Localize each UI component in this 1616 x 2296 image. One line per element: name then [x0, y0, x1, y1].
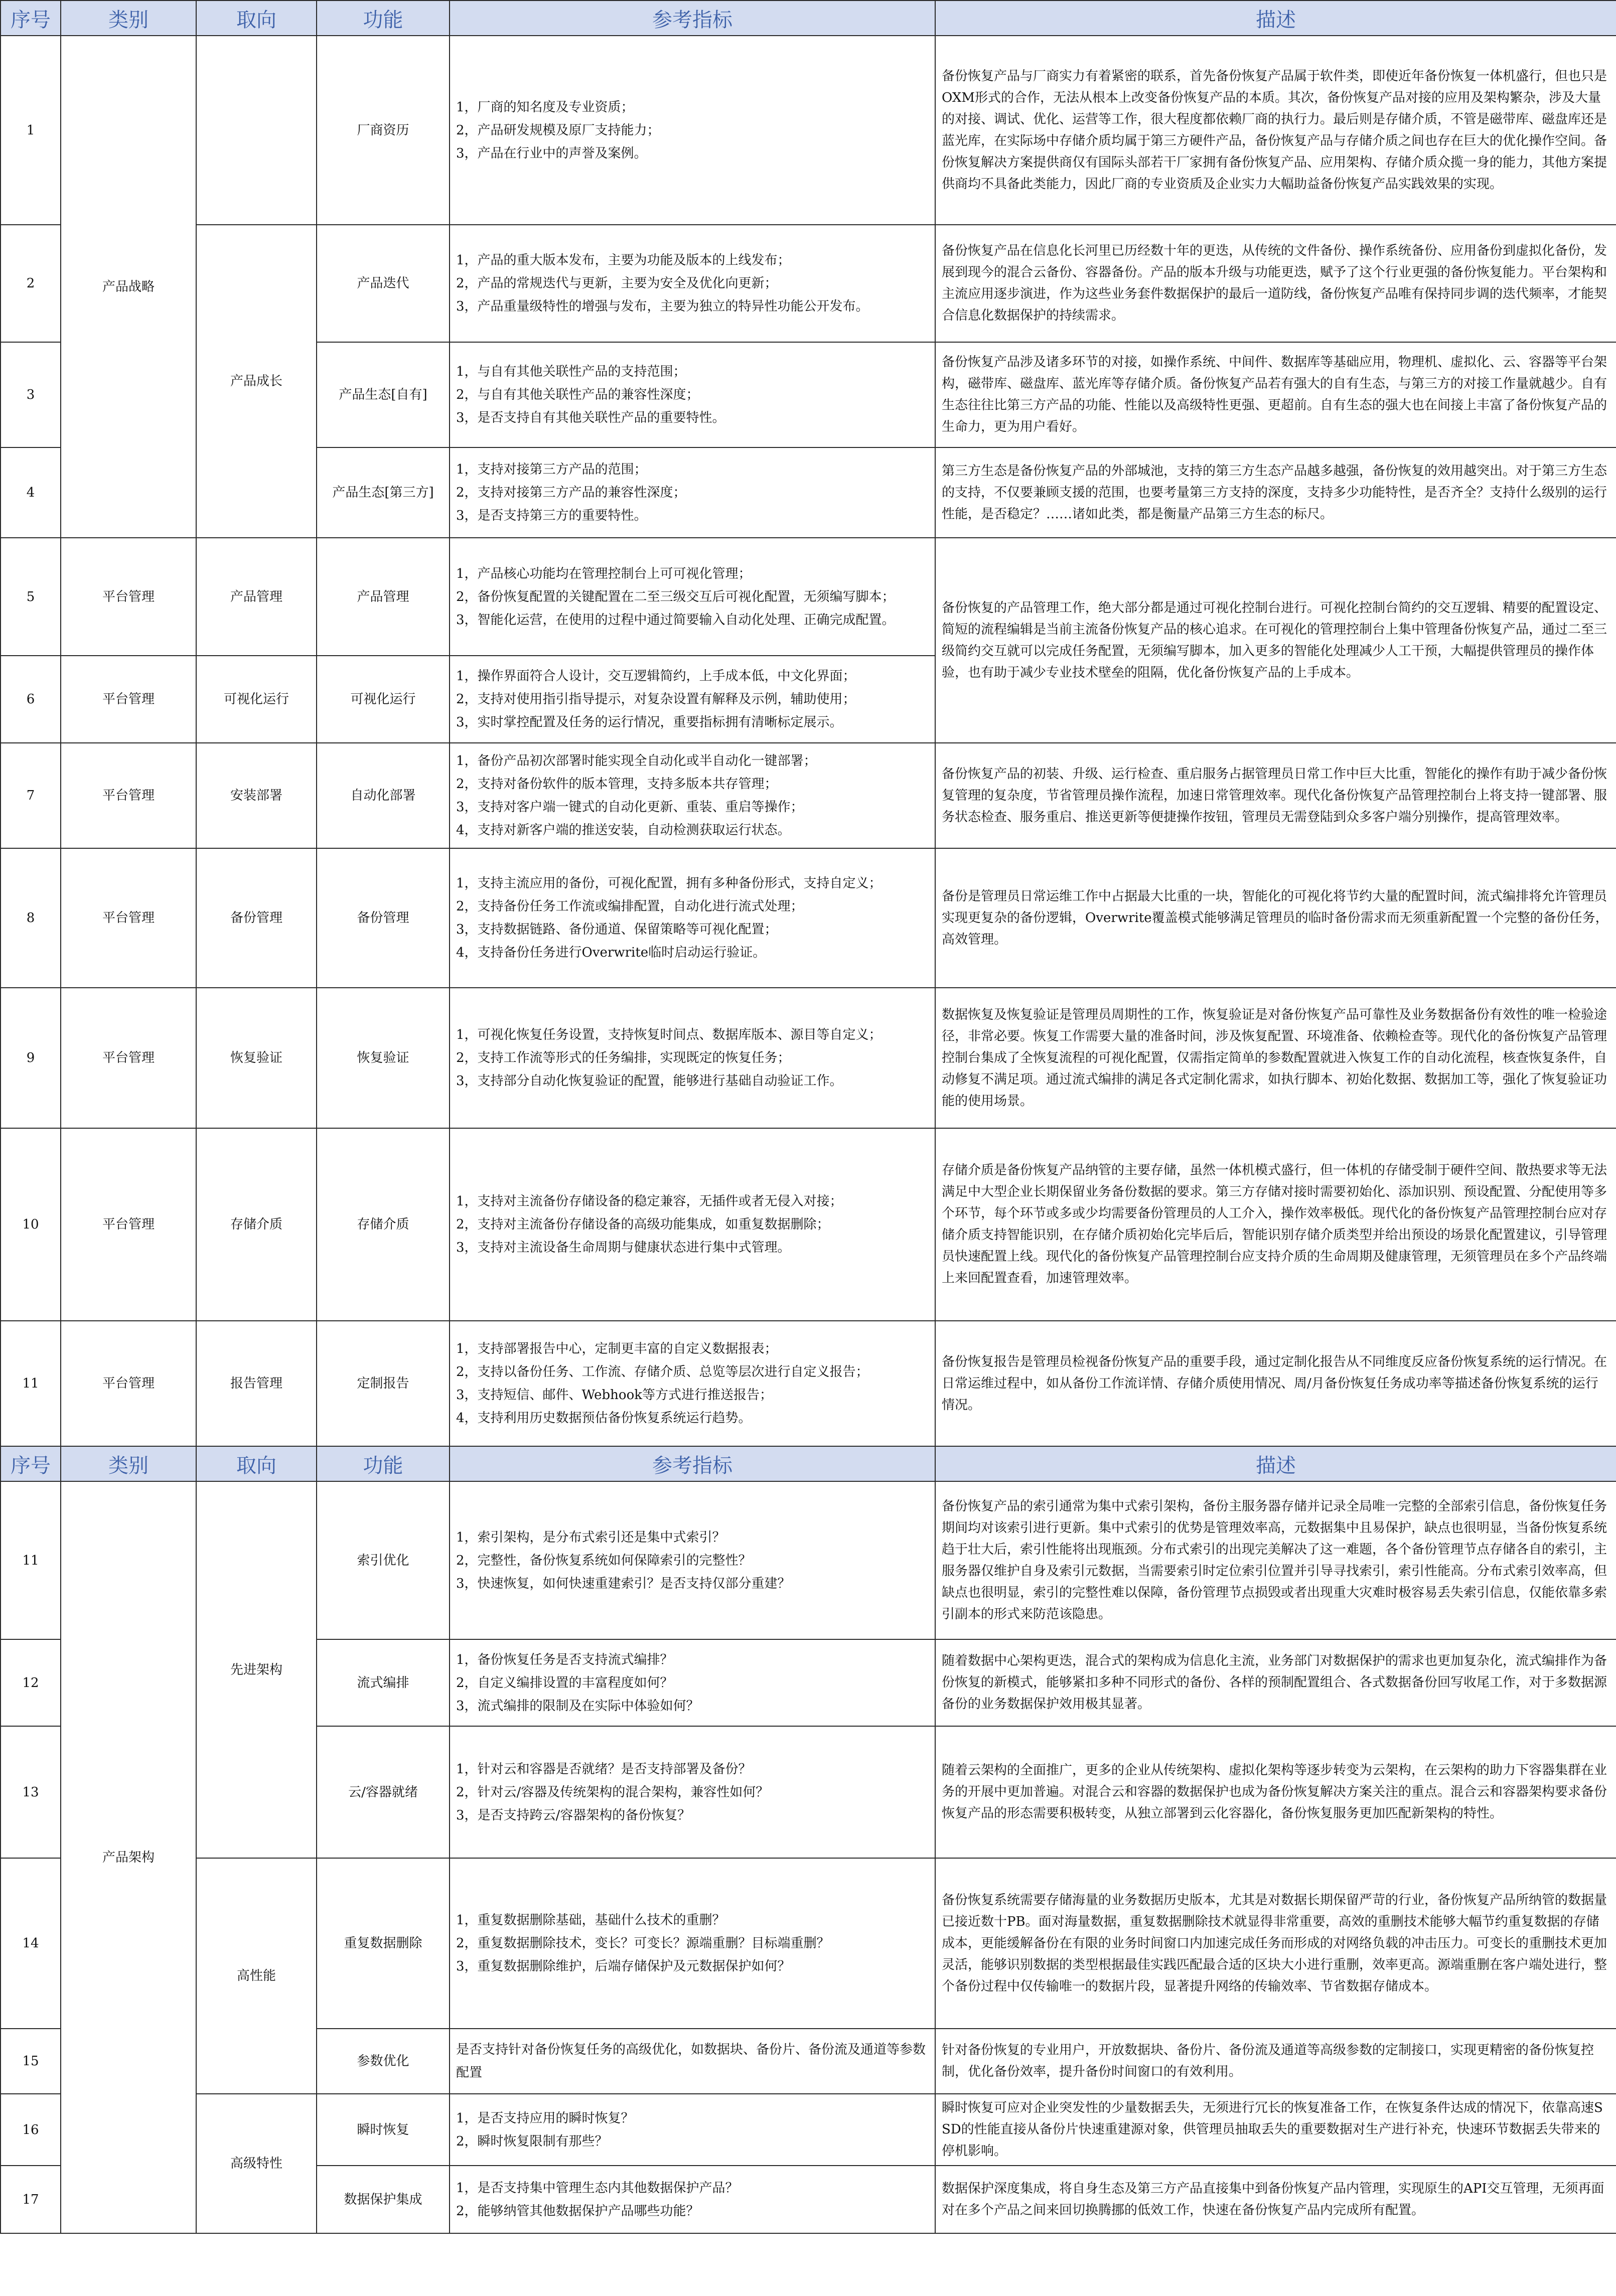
cell-orientation: 先进架构	[196, 1481, 317, 1858]
cell-indicator	[450, 2094, 935, 2166]
cell-seq: 3	[1, 342, 61, 447]
cell-function: 定制报告	[317, 1321, 450, 1446]
table-row	[1, 36, 1616, 225]
cell-orientation	[196, 36, 317, 225]
cell-function: 产品管理	[317, 538, 450, 656]
cell-category: 平台管理	[61, 656, 196, 743]
indicator-line: 3，是否支持自有其他关联性产品的重要特性。	[456, 410, 725, 425]
indicator-line: 3，是否支持第三方的重要特性。	[456, 508, 647, 523]
indicator-line: 1，备份产品初次部署时能实现全自动化或半自动化一键部署；	[456, 753, 817, 769]
cell-orientation: 产品成长	[196, 225, 317, 538]
indicator-line: 3，实时掌控配置及任务的运行情况，重要指标拥有清晰标定展示。	[456, 715, 843, 730]
cell-orientation: 备份管理	[196, 848, 317, 988]
indicator-line: 2，支持对主流备份存储设备的高级功能集成，如重复数据删除；	[456, 1217, 830, 1232]
indicator-line: 1，产品的重大版本发布，主要为功能及版本的上线发布；	[456, 253, 791, 268]
cell-description: 备份恢复产品的初装、升级、运行检查、重启服务占据管理员日常工作中巨大比重，智能化的操作有助于减少备份恢复管理的复杂度，节省管理员操作流程，加速日常管理效率。现代化备份恢复产品管理控制台上将支持一键部署、服务状态检查、服务重启、推送更新等便捷操作按钮，管理员无需登陆到众多客户端分别操作，提高管理效率。	[935, 743, 1616, 848]
indicator-line: 3，重复数据删除维护，后端存储保护及元数据保护如何？	[456, 1959, 791, 1974]
cell-seq: 13	[1, 1726, 61, 1858]
cell-orientation: 产品管理	[196, 538, 317, 656]
cell-function: 参数优化	[317, 2029, 450, 2094]
cell-seq: 4	[1, 447, 61, 538]
indicator-line: 2，支持对接第三方产品的兼容性深度；	[456, 485, 686, 500]
cell-indicator	[450, 1858, 935, 2029]
cell-orientation: 存储介质	[196, 1128, 317, 1321]
cell-function: 重复数据删除	[317, 1858, 450, 2029]
cell-function: 数据保护集成	[317, 2166, 450, 2233]
cell-seq: 2	[1, 225, 61, 342]
cell-function: 产品生态[自有]	[317, 342, 450, 447]
cell-seq: 10	[1, 1128, 61, 1321]
cell-description: 备份恢复产品在信息化长河里已历经数十年的更迭，从传统的文件备份、操作系统备份、应用备份到虚拟化备份，发展到现今的混合云备份、容器备份。产品的版本升级与功能更迭，赋予了这个行业更强的备份恢复能力。平台架构和主流应用逐步演进，作为这些业务套件数据保护的最后一道防线，备份恢复产品唯有保持同步调的迭代频率，才能契合信息化数据保护的持续需求。	[935, 225, 1616, 342]
header-description: 描述	[935, 1, 1616, 36]
cell-orientation: 高级特性	[196, 2094, 317, 2233]
table-row	[1, 1321, 1616, 1446]
header-function: 功能	[317, 1446, 450, 1481]
cell-function: 云/容器就绪	[317, 1726, 450, 1858]
cell-category: 平台管理	[61, 848, 196, 988]
cell-function: 存储介质	[317, 1128, 450, 1321]
cell-orientation: 可视化运行	[196, 656, 317, 743]
cell-description: 备份是管理员日常运维工作中占据最大比重的一块，智能化的可视化将节约大量的配置时间，流式编排将允许管理员实现更复杂的备份逻辑，Overwrite覆盖模式能够满足管理员的临时备份需求而无须重新配置一个完整的备份任务，高效管理。	[935, 848, 1616, 988]
cell-function: 可视化运行	[317, 656, 450, 743]
table-row	[1, 848, 1616, 988]
cell-category: 平台管理	[61, 1321, 196, 1446]
cell-indicator	[450, 225, 935, 342]
table-row	[1, 538, 1616, 656]
indicator-line: 2，与自有其他关联性产品的兼容性深度；	[456, 387, 699, 402]
header-description: 描述	[935, 1446, 1616, 1481]
indicator-line: 4，支持利用历史数据预估备份恢复系统运行趋势。	[456, 1411, 752, 1426]
header-category: 类别	[61, 1446, 196, 1481]
cell-description: 备份恢复的产品管理工作，绝大部分都是通过可视化控制台进行。可视化控制台简约的交互逻辑、精要的配置设定、简短的流程编辑是当前主流备份恢复产品的核心追求。在可视化的管理控制台上集中管理备份恢复产品，通过二至三级简约交互就可以完成任务配置，无须编写脚本，加入更多的智能化处理减少人工干预，大幅提供管理员的操作体验，也有助于减少专业技术壁垒的阻隔，优化备份恢复产品的上手成本。	[935, 538, 1616, 743]
cell-category: 平台管理	[61, 743, 196, 848]
indicator-line: 1，可视化恢复任务设置，支持恢复时间点、数据库版本、源目等自定义；	[456, 1027, 882, 1042]
indicator-line: 3，快速恢复，如何快速重建索引？是否支持仅部分重建？	[456, 1576, 791, 1591]
cell-category: 产品架构	[61, 1481, 196, 2233]
cell-category: 平台管理	[61, 988, 196, 1128]
indicator-line: 3，产品重量级特性的增强与发布，主要为独立的特异性功能公开发布。	[456, 299, 869, 314]
table-header-row	[1, 1446, 1616, 1481]
cell-function: 瞬时恢复	[317, 2094, 450, 2166]
indicator-line: 1，重复数据删除基础，基础什么技术的重删？	[456, 1913, 725, 1928]
cell-function: 产品迭代	[317, 225, 450, 342]
cell-function: 索引优化	[317, 1481, 450, 1639]
indicator-line: 2，支持备份任务工作流或编排配置，自动化进行流式处理；	[456, 899, 804, 914]
cell-orientation: 安装部署	[196, 743, 317, 848]
cell-function: 备份管理	[317, 848, 450, 988]
cell-description: 备份恢复报告是管理员检视备份恢复产品的重要手段，通过定制化报告从不同维度反应备份恢复系统的运行情况。在日常运维过程中，如从备份工作流详情、存储介质使用情况、周/月备份恢复任务成功率等描述备份恢复系统的运行情况。	[935, 1321, 1616, 1446]
cell-indicator	[450, 342, 935, 447]
cell-seq: 9	[1, 988, 61, 1128]
indicator-line: 2，瞬时恢复限制有那些？	[456, 2133, 608, 2149]
header-orientation: 取向	[196, 1, 317, 36]
cell-indicator	[450, 2029, 935, 2094]
cell-description: 随着云架构的全面推广，更多的企业从传统架构、虚拟化架构等逐步转变为云架构，在云架构的助力下容器集群在业务的开展中更加普遍。对混合云和容器的数据保护也成为备份恢复解决方案关注的重点。混合云和容器架构要求备份恢复产品的形态需要积极转变，从独立部署到云化容器化，备份恢复服务更加匹配新架构的特性。	[935, 1726, 1616, 1858]
indicator-line: 1，是否支持集中管理生态内其他数据保护产品？	[456, 2180, 739, 2196]
indicator-line: 2，完整性，备份恢复系统如何保障索引的完整性？	[456, 1553, 752, 1568]
cell-description: 备份恢复产品涉及诸多环节的对接，如操作系统、中间件、数据库等基础应用，物理机、虚拟化、云、容器等平台架构，磁带库、磁盘库、蓝光库等存储介质。备份恢复产品若有强大的自有生态，与第三方的对接工作量就越少。自有生态往往比第三方产品的功能、性能以及高级特性更强、更超前。自有生态的强大也在间接上丰富了备份恢复产品的生命力，更为用户看好。	[935, 342, 1616, 447]
header-seq: 序号	[1, 1446, 61, 1481]
cell-seq: 7	[1, 743, 61, 848]
header-category: 类别	[61, 1, 196, 36]
cell-seq: 12	[1, 1639, 61, 1726]
indicator-line: 1，厂商的知名度及专业资质；	[456, 99, 634, 115]
cell-indicator	[450, 36, 935, 225]
indicator-line: 1，是否支持应用的瞬时恢复？	[456, 2110, 634, 2126]
indicator-line: 2，自定义编排设置的丰富程度如何？	[456, 1675, 673, 1691]
cell-indicator	[450, 447, 935, 538]
cell-seq: 6	[1, 656, 61, 743]
cell-category: 平台管理	[61, 1128, 196, 1321]
indicator-line: 2，产品的常规迭代与更新，主要为安全及优化向更新；	[456, 276, 778, 291]
cell-indicator	[450, 1481, 935, 1639]
indicator-line: 1，与自有其他关联性产品的支持范围；	[456, 364, 686, 379]
indicator-line: 1，支持部署报告中心，定制更丰富的自定义数据报表；	[456, 1341, 778, 1356]
cell-seq: 11	[1, 1481, 61, 1639]
cell-function: 恢复验证	[317, 988, 450, 1128]
cell-indicator	[450, 1321, 935, 1446]
indicator-line: 2，支持以备份任务、工作流、存储介质、总览等层次进行自定义报告；	[456, 1364, 869, 1380]
header-indicator: 参考指标	[450, 1, 935, 36]
cell-indicator	[450, 656, 935, 743]
cell-indicator	[450, 1726, 935, 1858]
cell-function: 产品生态[第三方]	[317, 447, 450, 538]
indicator-line: 3，支持短信、邮件、Webhook等方式进行推送报告；	[456, 1388, 773, 1403]
cell-description: 瞬时恢复可应对企业突发性的少量数据丢失，无须进行冗长的恢复准备工作，在恢复条件达成的情况下，依靠高速SSD的性能直接从备份片快速重建源对象，供管理员抽取丢失的重要数据对生产进行补充，快速环节数据丢失带来的停机影响。	[935, 2094, 1616, 2166]
header-indicator: 参考指标	[450, 1446, 935, 1481]
cell-seq: 1	[1, 36, 61, 225]
indicator-line: 3，支持对主流设备生命周期与健康状态进行集中式管理。	[456, 1240, 791, 1255]
cell-orientation: 高性能	[196, 1858, 317, 2094]
indicator-line: 2，支持对备份软件的版本管理，支持多版本共存管理；	[456, 777, 778, 792]
cell-seq: 8	[1, 848, 61, 988]
indicator-line: 2，支持工作流等形式的任务编排，实现既定的恢复任务；	[456, 1050, 791, 1065]
cell-description: 备份恢复系统需要存储海量的业务数据历史版本，尤其是对数据长期保留严苛的行业，备份恢复产品所纳管的数据量已接近数十PB。面对海量数据，重复数据删除技术就显得非常重要，高效的重删技术能够大幅节约重复数据的存储成本，更能缓解备份在有限的业务时间窗口内加速完成任务而形成的对网络负载的冲击压力。可变长的重删技术更加灵活，能够识别数据的类型根据最佳实践匹配最合适的区块大小进行重删，效率更高。源端重删在客户端处进行，整个备份过程中仅传输唯一的数据片段，显著提升网络的传输效率、节省数据存储成本。	[935, 1858, 1616, 2029]
cell-seq: 17	[1, 2166, 61, 2233]
indicator-line: 3，是否支持跨云/容器架构的备份恢复？	[456, 1807, 691, 1823]
indicator-line: 3，支持部分自动化恢复验证的配置，能够进行基础自动验证工作。	[456, 1074, 843, 1089]
table-row	[1, 1858, 1616, 2029]
table-row	[1, 988, 1616, 1128]
cell-description: 第三方生态是备份恢复产品的外部城池，支持的第三方生态产品越多越强，备份恢复的效用越突出。对于第三方生态的支持，不仅要兼顾支援的范围，也要考量第三方支持的深度，支持多少功能特性，是否齐全？支持什么级别的运行性能，是否稳定？……诸如此类，都是衡量产品第三方生态的标尺。	[935, 447, 1616, 538]
cell-seq: 15	[1, 2029, 61, 2094]
indicator-line: 1，索引架构，是分布式索引还是集中式索引？	[456, 1529, 725, 1545]
cell-indicator	[450, 2166, 935, 2233]
table-row	[1, 743, 1616, 848]
table-row	[1, 2094, 1616, 2166]
indicator-line: 3，支持对客户端一键式的自动化更新、重装、重启等操作；	[456, 800, 804, 815]
table-row	[1, 1128, 1616, 1321]
header-function: 功能	[317, 1, 450, 36]
cell-function: 流式编排	[317, 1639, 450, 1726]
cell-indicator	[450, 538, 935, 656]
indicator-line: 2，针对云/容器及传统架构的混合架构，兼容性如何？	[456, 1784, 769, 1800]
header-orientation: 取向	[196, 1446, 317, 1481]
cell-seq: 11	[1, 1321, 61, 1446]
cell-indicator	[450, 988, 935, 1128]
indicator-line: 2，备份恢复配置的关键配置在二至三级交互后可视化配置，无须编写脚本；	[456, 589, 895, 604]
cell-indicator	[450, 743, 935, 848]
indicator-line: 1，支持主流应用的备份，可视化配置，拥有多种备份形式，支持自定义；	[456, 876, 882, 891]
cell-description: 备份恢复产品与厂商实力有着紧密的联系，首先备份恢复产品属于软件类，即使近年备份恢复一体机盛行，但也只是OXM形式的合作，无法从根本上改变备份恢复产品的本质。其次，备份恢复产品对接的应用及架构繁杂，涉及大量的对接、调试、优化、运营等工作，很大程度都依赖厂商的执行力。最后则是存储介质，不管是磁带库、磁盘库还是蓝光库，在实际场中存储介质均属于第三方硬件产品，备份恢复产品与存储介质之间也存在巨大的优化操作空间。备份恢复解决方案提供商仅有国际头部若干厂家拥有备份恢复产品、应用架构、存储介质众揽一身的能力，其他方案提供商均不具备此类能力，因此厂商的专业资质及企业实力大幅助益备份恢复产品实践效果的实现。	[935, 36, 1616, 225]
cell-function: 自动化部署	[317, 743, 450, 848]
indicator-line: 1，支持对接第三方产品的范围；	[456, 462, 647, 477]
cell-function: 厂商资历	[317, 36, 450, 225]
indicator-line: 4，支持对新客户端的推送安装，自动检测获取运行状态。	[456, 823, 791, 838]
cell-orientation: 恢复验证	[196, 988, 317, 1128]
cell-indicator	[450, 1639, 935, 1726]
cell-seq: 5	[1, 538, 61, 656]
table-header-row	[1, 1, 1616, 36]
indicator-line: 1，支持对主流备份存储设备的稳定兼容，无插件或者无侵入对接；	[456, 1194, 843, 1209]
indicator-line: 3，产品在行业中的声誉及案例。	[456, 145, 647, 161]
indicator-line: 2，产品研发规模及原厂支持能力；	[456, 122, 660, 138]
cell-category: 平台管理	[61, 538, 196, 656]
indicator-line: 1，备份恢复任务是否支持流式编排？	[456, 1652, 673, 1667]
indicator-line: 2，支持对使用指引指导提示，对复杂设置有解释及示例，辅助使用；	[456, 692, 856, 707]
indicator-line: 3，支持数据链路、备份通道、保留策略等可视化配置；	[456, 922, 778, 937]
table-row	[1, 1481, 1616, 1639]
indicator-line: 3，流式编排的限制及在实际中体验如何？	[456, 1698, 699, 1714]
cell-orientation: 报告管理	[196, 1321, 317, 1446]
indicator-line: 3，智能化运营，在使用的过程中通过简要输入自动化处理、正确完成配置。	[456, 612, 895, 628]
cell-indicator	[450, 848, 935, 988]
cell-seq: 16	[1, 2094, 61, 2166]
indicator-line: 1，产品核心功能均在管理控制台上可可视化管理；	[456, 566, 752, 581]
table-row	[1, 225, 1616, 342]
cell-description: 针对备份恢复的专业用户，开放数据块、备份片、备份流及通道等高级参数的定制接口，实现更精密的备份恢复控制，优化备份效率，提升备份时间窗口的有效利用。	[935, 2029, 1616, 2094]
indicator-line: 2，重复数据删除技术，变长？可变长？源端重删？目标端重删？	[456, 1936, 830, 1951]
indicator-line: 是否支持针对备份恢复任务的高级优化，如数据块、备份片、备份流及通道等参数配置	[456, 2042, 926, 2080]
cell-description: 备份恢复产品的索引通常为集中式索引架构，备份主服务器存储并记录全局唯一完整的全部索引信息，备份恢复任务期间均对该索引进行更新。集中式索引的优势是管理效率高，元数据集中且易保护，缺点也很明显，当备份恢复系统趋于壮大后，索引性能将出现瓶颈。分布式索引的出现完美解决了这一难题，各个备份管理节点存储各自的索引，主服务器仅维护自身及索引元数据，当需要索引时定位索引位置并引导寻找索引，索引性能高。分布式索引效率高，但缺点也很明显，索引的完整性难以保障，备份管理节点损毁或者出现重大灾难时极容易丢失索引信息，仅能依靠多索引副本的形式来防范该隐患。	[935, 1481, 1616, 1639]
indicator-line: 4，支持备份任务进行Overwrite临时启动运行验证。	[456, 945, 766, 960]
cell-category: 产品战略	[61, 36, 196, 538]
cell-seq: 14	[1, 1858, 61, 2029]
cell-indicator	[450, 1128, 935, 1321]
cell-description: 数据保护深度集成，将自身生态及第三方产品直接集中到备份恢复产品内管理，实现原生的API交互管理，无须再面对在多个产品之间来回切换腾挪的低效工作，快速在备份恢复产品内完成所有配置。	[935, 2166, 1616, 2233]
indicator-line: 2，能够纳管其他数据保护产品哪些功能？	[456, 2203, 699, 2219]
indicator-line: 1，操作界面符合人设计，交互逻辑简约，上手成本低，中文化界面；	[456, 669, 856, 684]
cell-description: 数据恢复及恢复验证是管理员周期性的工作，恢复验证是对备份恢复产品可靠性及业务数据备份有效性的唯一检验途径，非常必要。恢复工作需要大量的准备时间，涉及恢复配置、环境准备、依赖检查等。现代化的备份恢复产品管理控制台集成了全恢复流程的可视化配置，仅需指定简单的参数配置就进入恢复工作的自动化流程，核查恢复条件，自动修复不满足项。通过流式编排的满足各式定制化需求，如执行脚本、初始化数据、数据加工等，强化了恢复验证功能的使用场景。	[935, 988, 1616, 1128]
cell-description: 随着数据中心架构更迭，混合式的架构成为信息化主流，业务部门对数据保护的需求也更加复杂化，流式编排作为备份恢复的新模式，能够紧扣多种不同形式的备份、各样的预制配置组合、各式数据备份回写收尾工作，对于多数据源备份的业务数据保护效用极其显著。	[935, 1639, 1616, 1726]
header-seq: 序号	[1, 1, 61, 36]
cell-description: 存储介质是备份恢复产品纳管的主要存储，虽然一体机模式盛行，但一体机的存储受制于硬件空间、散热要求等无法满足中大型企业长期保留业务备份数据的要求。第三方存储对接时需要初始化、添加识别、预设配置、分配使用等多个环节，每个环节或多或少均需要备份管理员的人工介入，操作效率极低。现代化的备份恢复产品管理控制台应对存储介质支持智能识别，在存储介质初始化完毕后后，智能识别存储介质类型并给出预设的场景化配置建议，引导管理员快速配置上线。现代化的备份恢复产品管理控制台应支持介质的生命周期及健康管理，无须管理员在多个产品终端上来回配置查看，加速管理效率。	[935, 1128, 1616, 1321]
indicator-line: 1，针对云和容器是否就绪？是否支持部署及备份？	[456, 1761, 752, 1777]
